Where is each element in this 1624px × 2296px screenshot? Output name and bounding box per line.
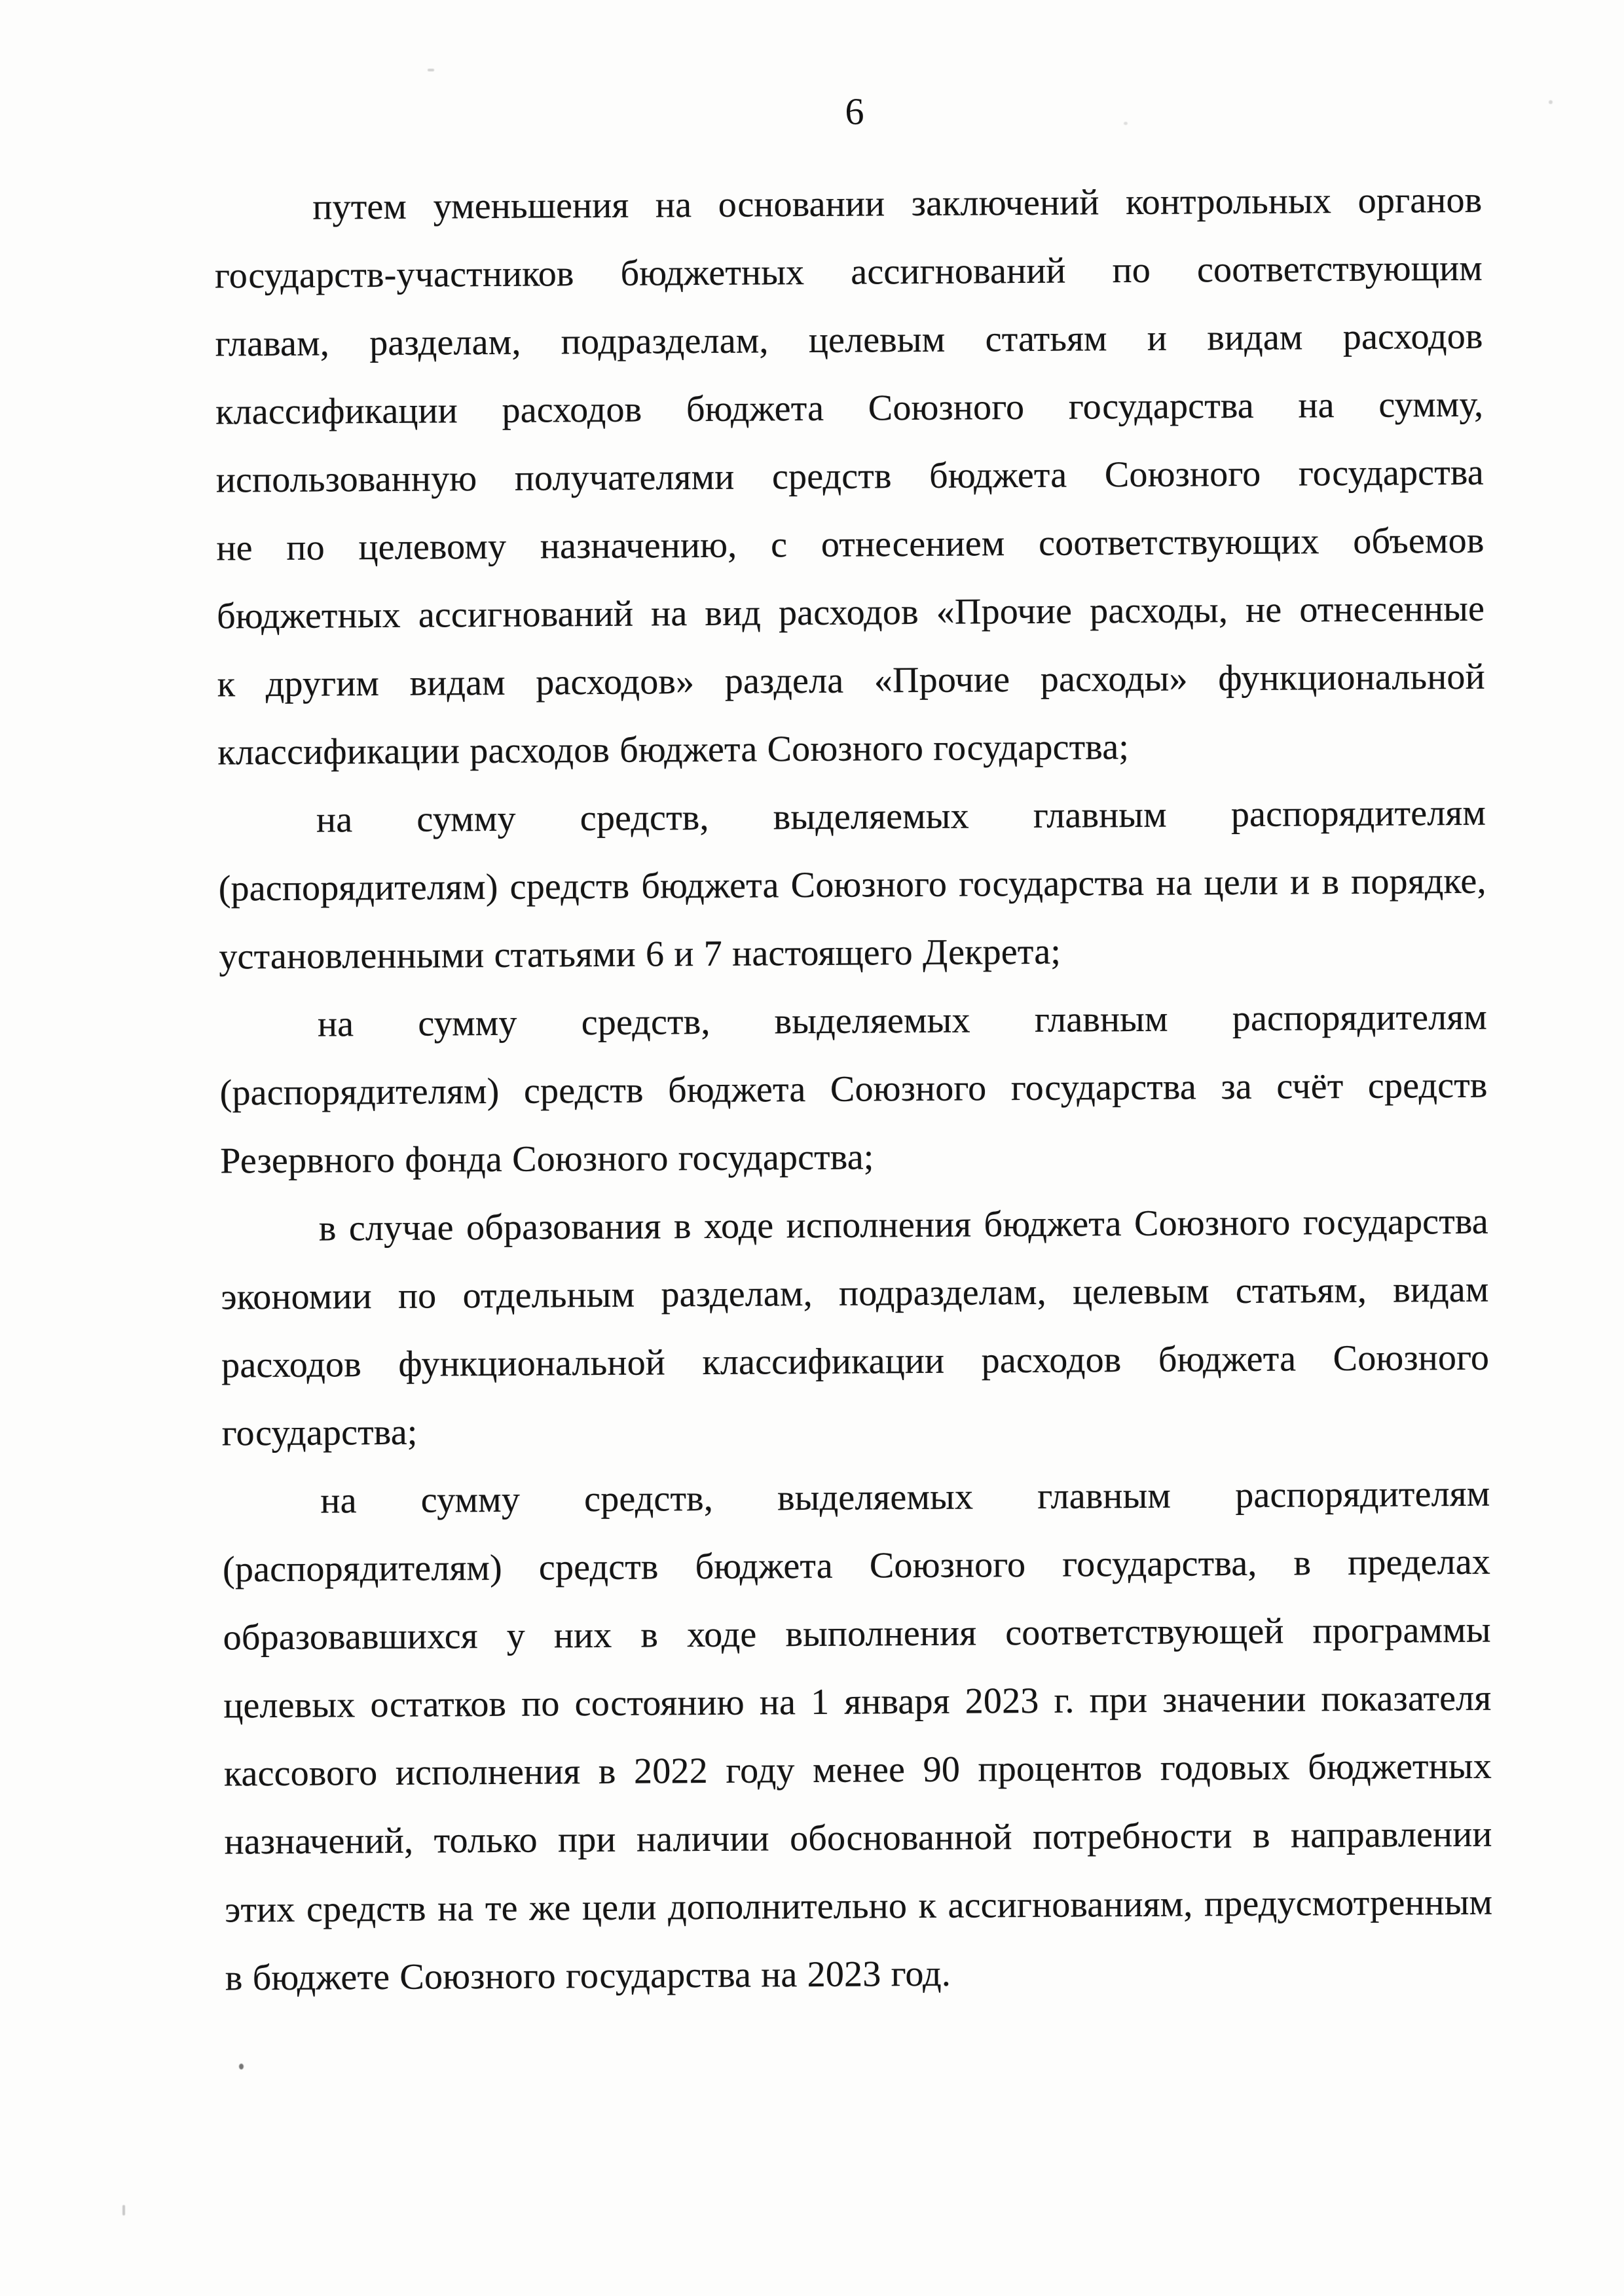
text-line: к другим видам расходов» раздела «Прочие расходы» функциональной xyxy=(217,656,1485,705)
paragraph xyxy=(214,166,1486,787)
text-line: классификации расходов бюджета Союзного государства; xyxy=(217,727,1130,773)
scan-artifact-dot xyxy=(1549,100,1553,104)
text-line: (распорядителям) средств бюджета Союзного государства за счёт средств xyxy=(219,1065,1488,1114)
paragraph xyxy=(219,983,1488,1195)
text-line: на сумму средств, выделяемых главным распорядителям xyxy=(316,792,1486,841)
text-line: установленными статьями 6 и 7 настоящего Декрета; xyxy=(219,931,1061,977)
text-line: путем уменьшения на основании заключений контрольных органов xyxy=(312,179,1483,228)
scan-artifact-tick xyxy=(122,2205,125,2215)
text-line: (распорядителям) средств бюджета Союзного государства, в пределах xyxy=(222,1541,1491,1590)
text-line: (распорядителям) средств бюджета Союзного государства на цели и в порядке, xyxy=(218,860,1486,909)
text-line: целевых остатков по состоянию на 1 января 2023 г. при значении показателя xyxy=(223,1677,1492,1726)
text-line: экономии по отдельным разделам, подразделам, целевым статьям, видам xyxy=(221,1269,1489,1318)
text-line: на сумму средств, выделяемых главным распорядителям xyxy=(320,1473,1490,1522)
text-line: расходов функциональной классификации расходов бюджета Союзного xyxy=(221,1337,1490,1386)
paragraph xyxy=(222,1460,1493,2013)
text-line: в случае образования в ходе исполнения бюджета Союзного государства xyxy=(318,1201,1489,1249)
text-line: бюджетных ассигнований на вид расходов «Прочие расходы, не отнесенные xyxy=(216,588,1485,637)
text-line: образовавшихся у них в ходе выполнения соответствующей программы xyxy=(223,1609,1491,1658)
text-line: этих средств на те же цели дополнительно к ассигнованиям, предусмотренным xyxy=(225,1882,1493,1931)
text-line: Резервного фонда Союзного государства; xyxy=(220,1137,874,1182)
scan-artifact-dot xyxy=(239,2064,244,2069)
page-number: 6 xyxy=(845,90,864,133)
text-line: на сумму средств, выделяемых главным распорядителям xyxy=(317,996,1488,1045)
text-line: в бюджете Союзного государства на 2023 год. xyxy=(225,1953,951,1999)
text-line: назначений, только при наличии обоснованной потребности в направлении xyxy=(224,1813,1492,1863)
text-line: классификации расходов бюджета Союзного государства на сумму, xyxy=(215,384,1484,433)
scan-artifact-dot xyxy=(1124,122,1128,125)
text-line: не по целевому назначению, с отнесением соответствующих объемов xyxy=(216,520,1485,569)
text-line: государства; xyxy=(221,1412,418,1454)
text-line: кассового исполнения в 2022 году менее 90 процентов годовых бюджетных xyxy=(223,1745,1492,1795)
body-text xyxy=(214,166,1493,2013)
paragraph xyxy=(218,779,1487,991)
scan-artifact-dot xyxy=(428,69,434,71)
text-line: главам, разделам, подразделам, целевым статьям и видам расходов xyxy=(215,316,1483,365)
text-line: государств-участников бюджетных ассигнований по соответствующим xyxy=(214,247,1483,297)
paragraph xyxy=(221,1188,1490,1468)
text-line: использованную получателями средств бюджета Союзного государства xyxy=(215,452,1485,501)
